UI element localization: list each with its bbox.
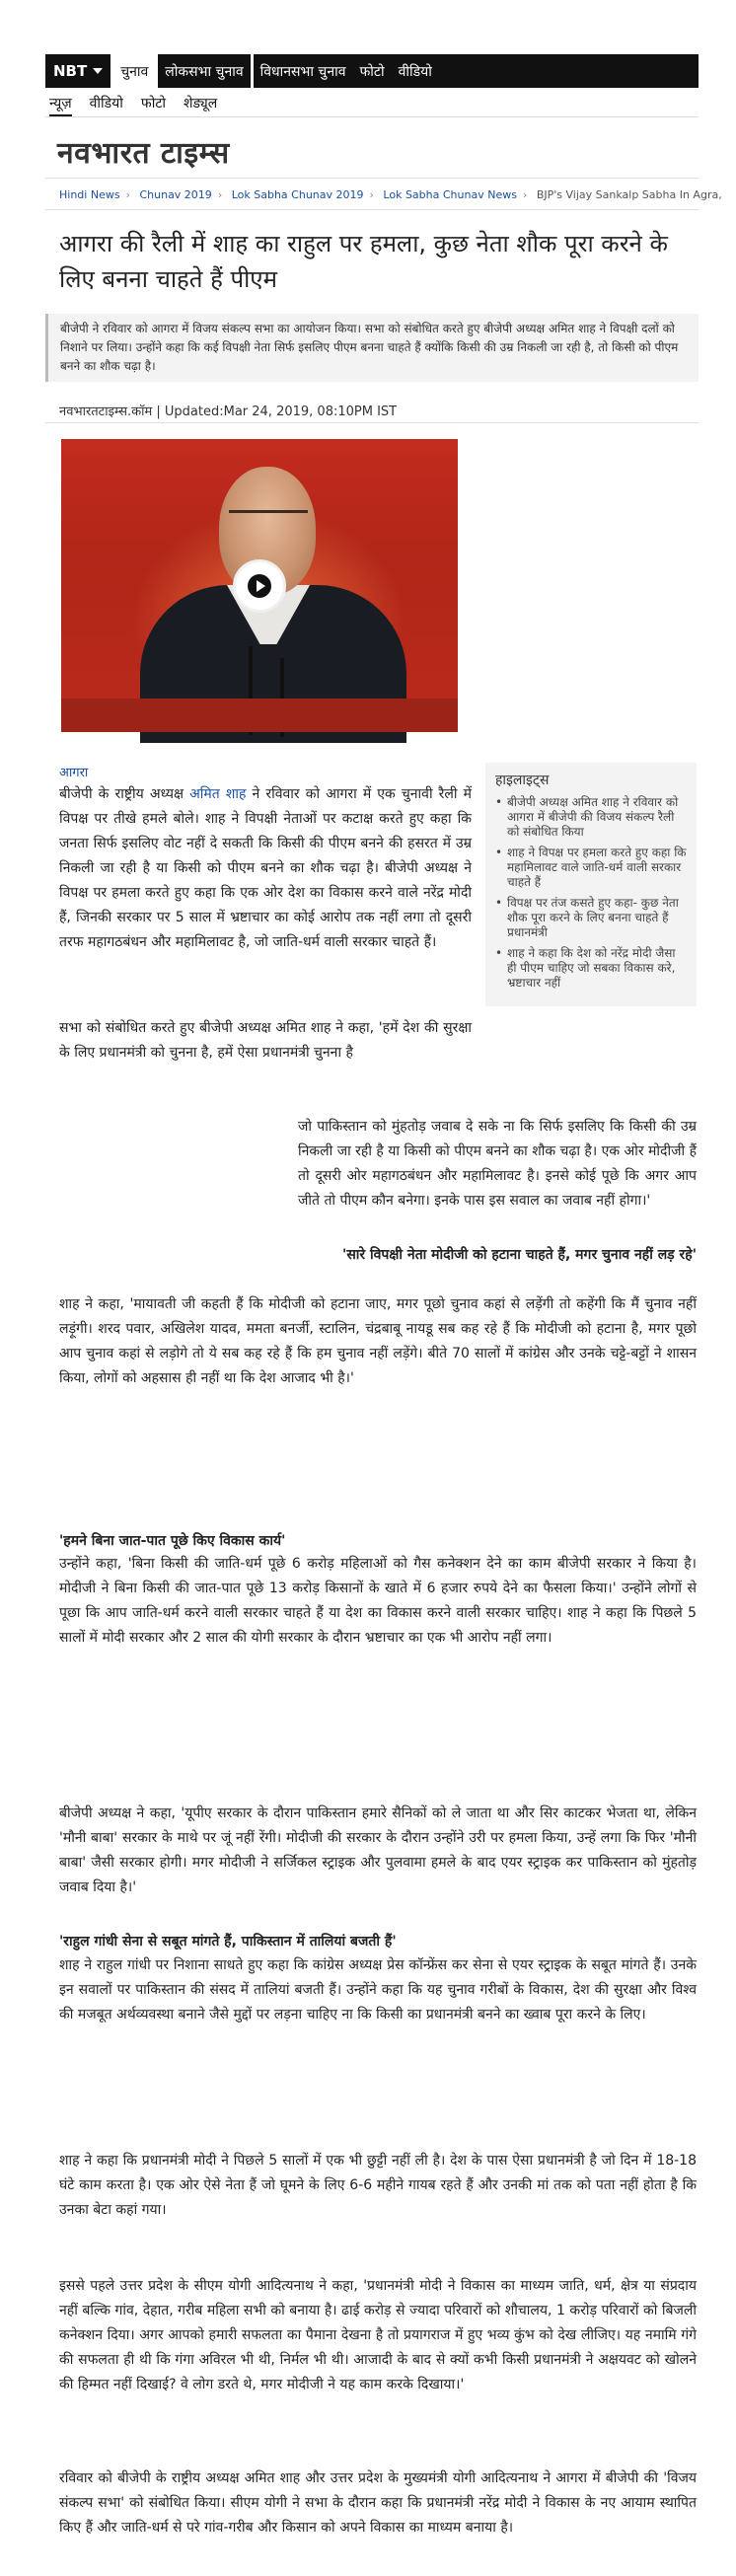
section-subheading: 'राहुल गांधी सेना से सबूत मांगते हैं, पाकिस्तान में तालियां बजती हैं' [59,1934,397,1950]
divider [45,209,699,210]
chevron-right-icon: › [125,188,130,201]
chevron-down-icon [93,68,103,74]
article-summary: बीजेपी ने रविवार को आगरा में विजय संकल्प सभा का आयोजन किया। सभा को संबोधित करते हुए बीजेपी अध्यक्ष अमित शाह ने विपक्षी दलों को निशाने पर लिया। उन्होंने कहा कि कई विपक्षी नेता सिर्फ इसलिए पीएम बनना चाहते हैं क्योंकि किसी की उम्र निकली जा रही है, तो किसी को पीएम बनने का शौक चढ़ा है। [45,314,699,382]
subnav-photo[interactable]: फोटो [140,96,167,111]
breadcrumb-item[interactable]: Hindi News [59,188,120,201]
nav-item-video[interactable]: वीडियो [398,63,432,80]
highlight-item: • विपक्ष पर तंज कसते हुए कहा- कुछ नेता शौक पूरा करने के लिए बनना चाहते हैं प्रधानमंत्री [495,896,687,940]
author-link[interactable]: अमित शाह [189,786,247,802]
site-logo[interactable]: नवभारत टाइम्स [57,136,230,171]
highlight-item: • शाह ने कहा कि देश को नरेंद्र मोदी जैसा ही पीएम चाहिए जो सबका विकास करे, भ्रष्टाचार नहीं [495,946,687,991]
subnav-schedule[interactable]: शेड्यूल [184,96,218,111]
article-headline: आगरा की रैली में शाह का राहुल पर हमला, कुछ नेता शौक पूरा करने के लिए बनना चाहते हैं पीएम [59,230,668,293]
nav-item-loksabha[interactable]: लोकसभा चुनाव [165,63,244,80]
sub-nav [49,94,217,116]
play-icon[interactable] [233,559,286,613]
nbt-label: NBT [53,62,88,80]
highlights-title: हाइलाइट्स [495,773,550,788]
divider [45,116,699,117]
chevron-right-icon: › [522,188,528,201]
paragraph-text: बीजेपी के राष्ट्रीय अध्यक्ष [59,786,190,802]
article-paragraph: शाह ने कहा कि प्रधानमंत्री मोदी ने पिछले 5 सालों में एक भी छुट्टी नहीं ली है। देश के पास ऐसा प्रधानमंत्री है जो दिन में 18-18 घंटे काम करता है। एक ओर ऐसे नेता हैं जो घूमने के लिए 6-6 महीने गायब रहते हैं और उनकी मां तक को पता नहीं होता है कि उनका बेटा कहां गया। [59,2153,697,2218]
highlight-item: • बीजेपी अध्यक्ष अमित शाह ने रविवार को आगरा में बीजेपी की विजय संकल्प रैली को संबोधित किया [495,795,687,840]
byline: नवभारतटाइम्स.कॉम | Updated:Mar 24, 2019, 08:10PM IST [59,405,398,419]
breadcrumb [59,188,722,208]
divider [45,178,699,179]
article-paragraph: बीजेपी अध्यक्ष ने कहा, 'यूपीए सरकार के दौरान पाकिस्तान हमारे सैनिकों को ले जाता था और सिर काटकर भेजता था, लेकिन 'मौनी बाबा' सरकार के माथे पर जूं नहीं रेंगी। मोदीजी की सरकार के दौरान उन्होंने उरी पर हमला किया, उन्हें लगा कि फिर 'मौनी बाबा' जैसी सरकार होगी। मगर मोदीजी ने सर्जिकल स्ट्राइक और पुलवामा हमले के बाद एयर स्ट्राइक कर पाकिस्तान को मुंहतोड़ जवाब दिया है।' [59,1805,697,1895]
subnav-news[interactable]: न्यूज़ [49,94,72,116]
paragraph-text: ने रविवार को आगरा में एक चुनावी रैली में विपक्ष पर तीखे हमले बोले। शाह ने विपक्षी नेताओं पर कटाक्ष करते हुए कहा कि जनता सिर्फ इसलिए वोट नहीं दे सकती कि किसी की पीएम बनने की हसरत में उम्र निकली जा रही है या किसी को पीएम बनने का शौक चढ़ा है। बीजेपी अध्यक्ष ने विपक्ष पर हमला करते हुए कहा कि एक ओर देश का विकास करने वाले नरेंद्र मोदी हैं, जिनकी सरकार पर 5 साल में भ्रष्टाचार का कोई आरोप तक नहीं लगा तो दूसरी तरफ महागठबंधन और महामिलावट है, जो जाति-धर्म वाली सरकार चाहते हैं। [59,786,472,950]
section-subheading: 'हमने बिना जात-पात पूछे किए विकास कार्य' [59,1533,286,1549]
highlights-box [485,763,697,1006]
chevron-right-icon: › [217,188,223,201]
breadcrumb-item[interactable]: Chunav 2019 [139,188,212,201]
article-paragraph: उन्होंने कहा, 'बिना किसी की जाति-धर्म पूछे 6 करोड़ महिलाओं को गैस कनेक्शन देने का काम बीजेपी सरकार ने किया है। मोदीजी ने बिना किसी की जात-पात पूछे 13 करोड़ किसानों के खाते में 6 हजार रुपये देने का फैसला किया।' उन्होंने लोगों से पूछा कि आप जाति-धर्म करने वाली सरकार चाहते हैं या देश का विकास करने वाली सरकार चाहिए। शाह ने कहा कि पिछले 5 सालों में मोदी सरकार और 2 साल की योगी सरकार के दौरान भ्रष्टाचार का एक भी आरोप नहीं लगा। [59,1556,697,1646]
article-paragraph: सभा को संबोधित करते हुए बीजेपी अध्यक्ष अमित शाह ने कहा, 'हमें देश की सुरक्षा के लिए प्रधानमंत्री को चुनना है, हमें ऐसा प्रधानमंत्री चुनना है [59,1020,472,1061]
subnav-video[interactable]: वीडियो [89,96,123,111]
breadcrumb-current: BJP's Vijay Sankalp Sabha In Agra, [536,188,722,201]
article-paragraph: रविवार को बीजेपी के राष्ट्रीय अध्यक्ष अमित शाह और उत्तर प्रदेश के मुख्यमंत्री योगी आदित्यनाथ ने आगरा में बीजेपी की 'विजय संकल्प सभा' को संबोधित किया। सीएम योगी ने सभा के दौरान कहा कि प्रधानमंत्री नरेंद्र मोदी ने विकास के नए आयाम स्थापित किए हैं और जाति-धर्म से परे गांव-गरीब और किसान को अपने विकास का माध्यम बनाया है। [59,2470,697,2536]
highlight-item: • शाह ने विपक्ष पर हमला करते हुए कहा कि महामिलावट वाले जाति-धर्म वाली सरकार चाहते हैं [495,846,687,890]
article-paragraph: जो पाकिस्तान को मुंहतोड़ जवाब दे सके ना कि सिर्फ इसलिए कि किसी की उम्र निकली जा रही है या किसी को पीएम बनने का शौक चढ़ा है। एक ओर मोदीजी हैं तो दूसरी ओर महागठबंधन और महामिलावट है। इनसे कोई पूछे कि अगर आप जीते तो पीएम कौन बनेगा। इनके पास इस सवाल का जवाब नहीं होगा।' [298,1119,697,1209]
top-nav [45,54,699,88]
video-desk [61,699,458,732]
dateline-place: आगरा [59,766,89,780]
nav-item-vidhansabha[interactable]: विधानसभा चुनाव [259,63,346,80]
nav-item-photo[interactable]: फोटो [359,63,385,80]
article-paragraph: शाह ने कहा, 'मायावती जी कहती हैं कि मोदीजी को हटाना जाए, मगर पूछो चुनाव कहां से लड़ेंगी तो कहेंगी कि मैं चुनाव नहीं लड़ूंगी। शरद पवार, अखिलेश यादव, ममता बनर्जी, स्टालिन, चंद्रबाबू नायडू सब कह रहे हैं कि मोदीजी को हटाना है, मगर पूछो आप चुनाव कहां से लड़ोगे तो ये सब कह रहे हैं कि हम चुनाव नहीं लड़ेंगे। बीते 70 सालों में कांग्रेस और उनके चट्टे-बट्टों ने शासन किया, लोगों को अहसास ही नहीं था कि देश आजाद भी है।' [59,1296,697,1386]
article-paragraph: इससे पहले उत्तर प्रदेश के सीएम योगी आदित्यनाथ ने कहा, 'प्रधानमंत्री मोदी ने विकास का माध्यम जाति, धर्म, क्षेत्र या संप्रदाय नहीं बल्कि गांव, देहात, गरीब महिला सभी को बनाया है। ढाई करोड़ से ज्यादा परिवारों को शौचालय, 1 करोड़ परिवारों को बिजली कनेक्शन दिया। अगर आपको हमारी सफलता का पैमाना देखना है तो प्रयागराज में हुए भव्य कुंभ को देख लीजिए। यह नमामि गंगे की सफलता ही थी कि गंगा अविरल भी थी, निर्मल भी थी। आजादी के बाद से क्यों कभी किसी प्रधानमंत्री ने अक्षयवट को खोलने की हिम्मत नहीं दिखाई? वे लोग डरते थे, मगर मोदीजी ने यह काम करके दिखाया।' [59,2278,697,2392]
divider [45,422,699,423]
video-figure-glasses [229,510,308,524]
article-paragraph: शाह ने राहुल गांधी पर निशाना साधते हुए कहा कि कांग्रेस अध्यक्ष प्रेस कॉन्फ्रेंस कर सेना से एयर स्ट्राइक के सबूत मांगते हैं। उनके इन सवालों पर पाकिस्तान की संसद में तालियां बजती हैं। उन्होंने कहा कि यह चुनाव गरीबों के विकास, देश की सुरक्षा और विश्व की मजबूत अर्थव्यवस्था बनाने जैसे मुद्दों पर लड़ना चाहिए ना कि किसी का प्रधानमंत्री बनने का ख्वाब पूरा करने के लिए। [59,1957,697,2023]
nbt-menu-button[interactable] [45,54,110,88]
section-subheading: 'सारे विपक्षी नेता मोदीजी को हटाना चाहते हैं, मगर चुनाव नहीं लड़ रहे' [342,1247,697,1263]
breadcrumb-item[interactable]: Lok Sabha Chunav 2019 [231,188,364,201]
nav-item-chunav[interactable]: चुनाव [113,54,155,88]
breadcrumb-item[interactable]: Lok Sabha Chunav News [383,188,517,201]
chevron-right-icon: › [369,188,374,201]
article-paragraph [59,782,472,955]
